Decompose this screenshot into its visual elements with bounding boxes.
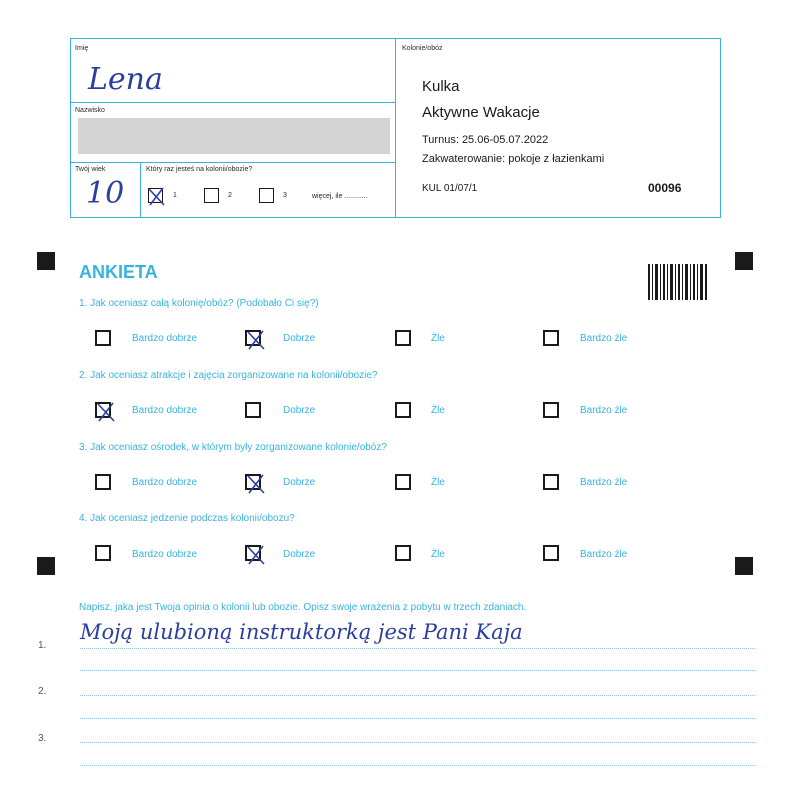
q3-zle-checkbox[interactable] bbox=[395, 474, 411, 490]
question-4: 4. Jak oceniasz jedzenie podczas kolonii/obozu? bbox=[79, 513, 295, 524]
check-mark-icon bbox=[244, 472, 268, 496]
registration-marker bbox=[735, 252, 753, 270]
q2-option-label: Bardzo dobrze bbox=[132, 405, 198, 416]
answer-dotted-line-3[interactable] bbox=[80, 742, 755, 743]
registration-marker bbox=[735, 557, 753, 575]
q2-zle-checkbox[interactable] bbox=[395, 402, 411, 418]
age-value[interactable]: 10 bbox=[86, 176, 125, 211]
camp-number: 00096 bbox=[648, 181, 682, 195]
question-1: 1. Jak oceniasz całą kolonię/obóz? (Podobało Ci się?) bbox=[79, 298, 319, 309]
check-mark-icon bbox=[244, 543, 268, 567]
answer-dotted-line bbox=[80, 670, 755, 671]
q3-dobrze-checkbox[interactable] bbox=[245, 474, 261, 490]
q4-bardzo-dobrze-checkbox[interactable] bbox=[95, 545, 111, 561]
opinion-prompt: Napisz, jaka jest Twoja opinia o kolonii lub obozie. Opisz swoje wrażenia z pobytu w trzech zdaniach. bbox=[79, 602, 527, 613]
q2-dobrze-checkbox[interactable] bbox=[245, 402, 261, 418]
camp-code: KUL 01/07/1 bbox=[422, 183, 478, 194]
times-checkbox-1[interactable] bbox=[148, 188, 163, 203]
check-mark-icon bbox=[146, 185, 168, 207]
registration-marker bbox=[37, 252, 55, 270]
line-number-1: 1. bbox=[38, 640, 47, 651]
times-checkbox-2[interactable] bbox=[204, 188, 219, 203]
q4-bardzo-zle-checkbox[interactable] bbox=[543, 545, 559, 561]
q3-option-label: Bardzo źle bbox=[580, 477, 628, 488]
check-mark-icon bbox=[94, 400, 118, 424]
line-number-2: 2. bbox=[38, 686, 47, 697]
surname-redaction bbox=[78, 118, 390, 154]
question-3: 3. Jak oceniasz ośrodek, w którym były zorganizowane kolonie/obóz? bbox=[79, 442, 387, 453]
line-number-3: 3. bbox=[38, 733, 47, 744]
times-more[interactable]: więcej, ile ............ bbox=[312, 193, 368, 200]
camp-name: Kulka bbox=[422, 78, 460, 95]
camp-turnus: Turnus: 25.06-05.07.2022 bbox=[422, 134, 549, 146]
answer-dotted-line bbox=[80, 718, 755, 719]
name-value[interactable]: Lena bbox=[88, 62, 163, 97]
age-label: Twój wiek bbox=[75, 166, 106, 173]
q4-zle-checkbox[interactable] bbox=[395, 545, 411, 561]
q2-option-label: Źle bbox=[431, 405, 445, 416]
q4-option-label: Bardzo dobrze bbox=[132, 549, 198, 560]
surname-label: Nazwisko bbox=[75, 107, 105, 114]
q2-bardzo-dobrze-checkbox[interactable] bbox=[95, 402, 111, 418]
q1-option-label: Dobrze bbox=[283, 333, 316, 344]
answer-line-1[interactable]: Moją ulubioną instruktorką jest Pani Kaja bbox=[80, 620, 523, 644]
times-label: Który raz jesteś na kolonii/obozie? bbox=[146, 166, 253, 173]
registration-marker bbox=[37, 557, 55, 575]
q1-dobrze-checkbox[interactable] bbox=[245, 330, 261, 346]
survey-title: ANKIETA bbox=[79, 262, 158, 282]
q2-option-label: Dobrze bbox=[283, 405, 316, 416]
answer-dotted-line-2[interactable] bbox=[80, 695, 755, 696]
barcode-icon bbox=[648, 264, 708, 300]
q2-option-label: Bardzo źle bbox=[580, 405, 628, 416]
q2-bardzo-zle-checkbox[interactable] bbox=[543, 402, 559, 418]
q3-option-label: Dobrze bbox=[283, 477, 316, 488]
q1-option-label: Bardzo źle bbox=[580, 333, 628, 344]
times-option-2: 2 bbox=[228, 192, 232, 199]
q4-option-label: Źle bbox=[431, 549, 445, 560]
surname-divider bbox=[70, 162, 396, 163]
name-label: Imię bbox=[75, 45, 89, 52]
answer-dotted-line bbox=[80, 765, 755, 766]
q3-option-label: Źle bbox=[431, 477, 445, 488]
q1-option-label: Źle bbox=[431, 333, 445, 344]
q1-zle-checkbox[interactable] bbox=[395, 330, 411, 346]
answer-dotted-line bbox=[80, 648, 755, 649]
q4-dobrze-checkbox[interactable] bbox=[245, 545, 261, 561]
q3-bardzo-zle-checkbox[interactable] bbox=[543, 474, 559, 490]
name-divider bbox=[70, 102, 396, 103]
times-checkbox-3[interactable] bbox=[259, 188, 274, 203]
question-2: 2. Jak oceniasz atrakcje i zajęcia zorganizowane na kolonii/obozie? bbox=[79, 370, 378, 381]
header-divider bbox=[395, 38, 396, 218]
camp-label: Kolonie/obóz bbox=[402, 45, 443, 52]
times-option-3: 3 bbox=[283, 192, 287, 199]
q4-option-label: Dobrze bbox=[283, 549, 316, 560]
check-mark-icon bbox=[244, 328, 268, 352]
camp-program: Aktywne Wakacje bbox=[422, 104, 540, 121]
q1-bardzo-zle-checkbox[interactable] bbox=[543, 330, 559, 346]
q4-option-label: Bardzo źle bbox=[580, 549, 628, 560]
times-option-1: 1 bbox=[173, 192, 177, 199]
age-divider bbox=[140, 162, 141, 218]
camp-accommodation: Zakwaterowanie: pokoje z łazienkami bbox=[422, 153, 605, 165]
q3-option-label: Bardzo dobrze bbox=[132, 477, 198, 488]
q1-option-label: Bardzo dobrze bbox=[132, 333, 198, 344]
q1-bardzo-dobrze-checkbox[interactable] bbox=[95, 330, 111, 346]
q3-bardzo-dobrze-checkbox[interactable] bbox=[95, 474, 111, 490]
